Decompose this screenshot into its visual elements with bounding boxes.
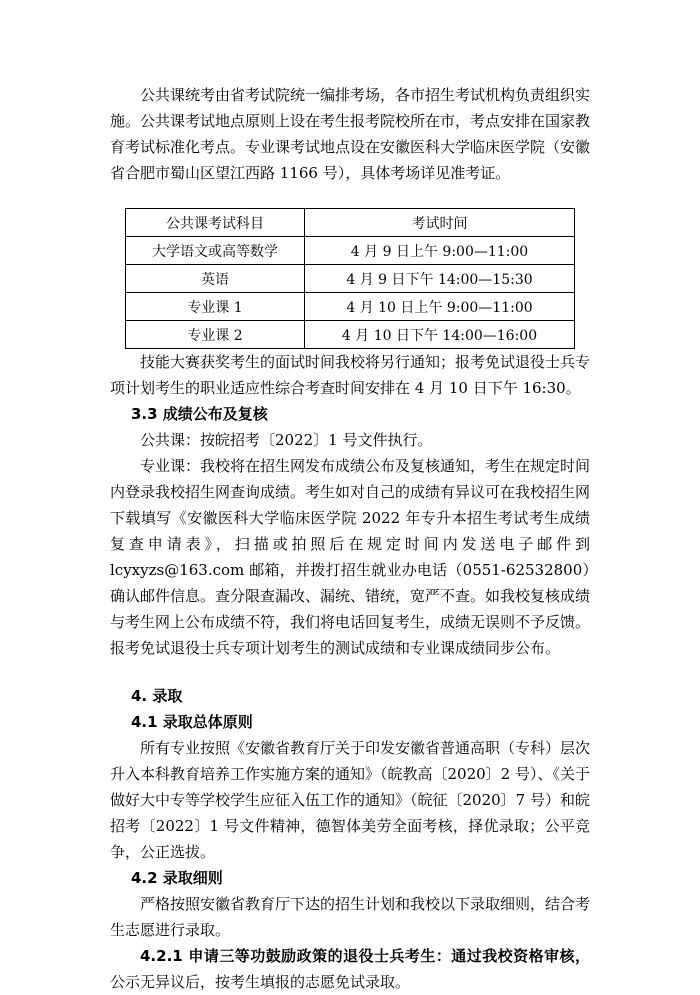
professional-course-paragraph: 专业课：我校将在招生网发布成绩公布及复核通知，考生在规定时间内登录我校招生网查询成绩。考生如对自己的成绩有异议可在我校招生网下载填写《安徽医科大学临床医学院 2022 年专升本招生考试考生成绩复查申请表》，扫描或拍照后在规定时间内发送电子邮件到 lcyxyzs@163.com 邮箱，并拨打招生就业办电话（0551-62532800）确认邮件信息。查分限查漏改、漏统、错统，宽严不查。如我校复核成绩与考生网上公布成绩不符，我们将电话回复考生，成绩无误则不予反馈。报考免试退役士兵专项计划考生的测试成绩和专业课成绩同步公布。 (110, 457, 591, 657)
public-course-paragraph: 公共课：按皖招考〔2022〕1 号文件执行。 (140, 431, 433, 449)
exam-schedule-table (125, 208, 575, 349)
table-cell-subject: 大学语文或高等数学 (126, 237, 305, 265)
skills-contest-paragraph: 技能大赛获奖考生的面试时间我校将另行通知；报考免试退役士兵专项计划考生的职业适应性综合考查时间安排在 4 月 10 日下午 16:30。 (110, 353, 591, 397)
admission-rules-paragraph: 严格按照安徽省教育厅下达的招生计划和我校以下录取细则，结合考生志愿进行录取。 (110, 895, 591, 939)
table-cell-subject: 专业课 1 (126, 293, 305, 321)
table-header-time: 考试时间 (305, 209, 575, 237)
section-heading-4: 4. 录取 (131, 687, 183, 705)
table-row (126, 293, 575, 321)
veteran-admission-rest: 公示无异议后，按考生填报的志愿免试录取。 (110, 973, 411, 991)
table-cell-subject: 专业课 2 (126, 321, 305, 349)
table-header-subject: 公共课考试科目 (126, 209, 305, 237)
table-cell-time: 4 月 9 日上午 9:00—11:00 (305, 237, 575, 265)
table-row (126, 321, 575, 349)
section-heading-4-2: 4.2 录取细则 (131, 869, 223, 887)
admission-principle-paragraph: 所有专业按照《安徽省教育厅关于印发安徽省普通高职（专科）层次升入本科教育培养工作实施方案的通知》（皖教高〔2020〕2 号）、《关于做好大中专等学校学生应征入伍工作的通知》（皖征〔2020〕7 号）和皖招考〔2022〕1 号文件精神，德智体美劳全面考核，择优录取；公平竞争，公正选拔。 (110, 739, 591, 861)
section-heading-3-3: 3.3 成绩公布及复核 (131, 405, 268, 423)
table-row (126, 265, 575, 293)
table-cell-subject: 英语 (126, 265, 305, 293)
table-header-row (126, 209, 575, 237)
section-heading-4-1: 4.1 录取总体原则 (131, 713, 253, 731)
table-cell-time: 4 月 10 日上午 9:00—11:00 (305, 293, 575, 321)
table-cell-time: 4 月 10 日下午 14:00—16:00 (305, 321, 575, 349)
exam-location-paragraph: 公共课统考由省考试院统一编排考场，各市招生考试机构负责组织实施。公共课考试地点原则上设在考生报考院校所在市，考点安排在国家教育考试标准化考点。专业课考试地点设在安徽医科大学临床医学院（安徽省合肥市蜀山区望江西路 1166 号），具体考场详见准考证。 (110, 86, 591, 182)
table-row (126, 237, 575, 265)
veteran-admission-bold: 4.2.1 申请三等功鼓励政策的退役士兵考生：通过我校资格审核， (140, 947, 590, 965)
table-cell-time: 4 月 9 日下午 14:00—15:30 (305, 265, 575, 293)
veteran-admission-paragraph (110, 943, 590, 995)
